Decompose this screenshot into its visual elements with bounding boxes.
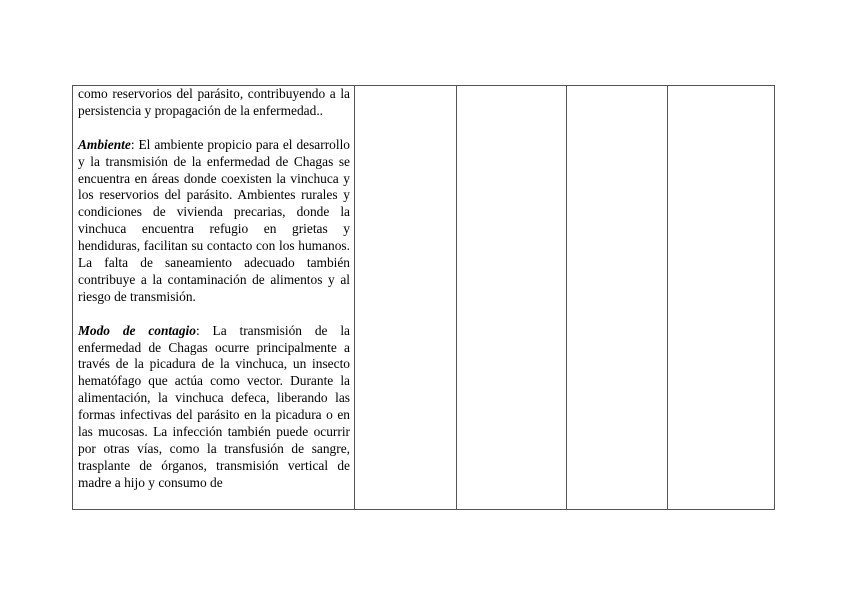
modo-de-contagio-text: : La transmisión de la enfermedad de Chagas ocurre principalmente a través de la picadura de la vinchuca, un insecto hematófago que actúa como vector. Durante la alimentación, la vinchuca defeca, liberando las formas infectivas del parásito en la picadura o en las mucosas. La infección también puede ocurrir por otras vías, como la transfusión de sangre, trasplante de órganos, transmisión vertical de madre a hijo y consumo de [78,322,350,490]
table-row [73,86,775,510]
ambiente-text: : El ambiente propicio para el desarrollo y la transmisión de la enfermedad de Chagas se encuentra en áreas donde coexisten la vinchuca y los reservorios del parásito. Ambientes rurales y condiciones de vivienda precarias, donde la vinchuca encuentra refugio en grietas y hendiduras, facilitan su contacto con los humanos. La falta de saneamiento adecuado también contribuye a la contaminación de alimentos y al riesgo de transmisión. [78,136,350,304]
table-cell-empty [668,86,775,510]
table-cell-empty [567,86,668,510]
ambiente-term: Ambiente [78,136,131,152]
document-table [72,85,775,510]
table-cell-empty [457,86,567,510]
table-cell-empty [355,86,457,510]
table-cell-description [73,86,355,510]
modo-de-contagio-term: Modo de contagio [78,322,196,338]
intro-paragraph: como reservorios del parásito, contribuyendo a la persistencia y propagación de la enfermedad.. [78,86,350,118]
ambiente-paragraph [78,137,350,306]
cell-text-content [73,86,354,509]
modo-de-contagio-paragraph [78,323,350,492]
